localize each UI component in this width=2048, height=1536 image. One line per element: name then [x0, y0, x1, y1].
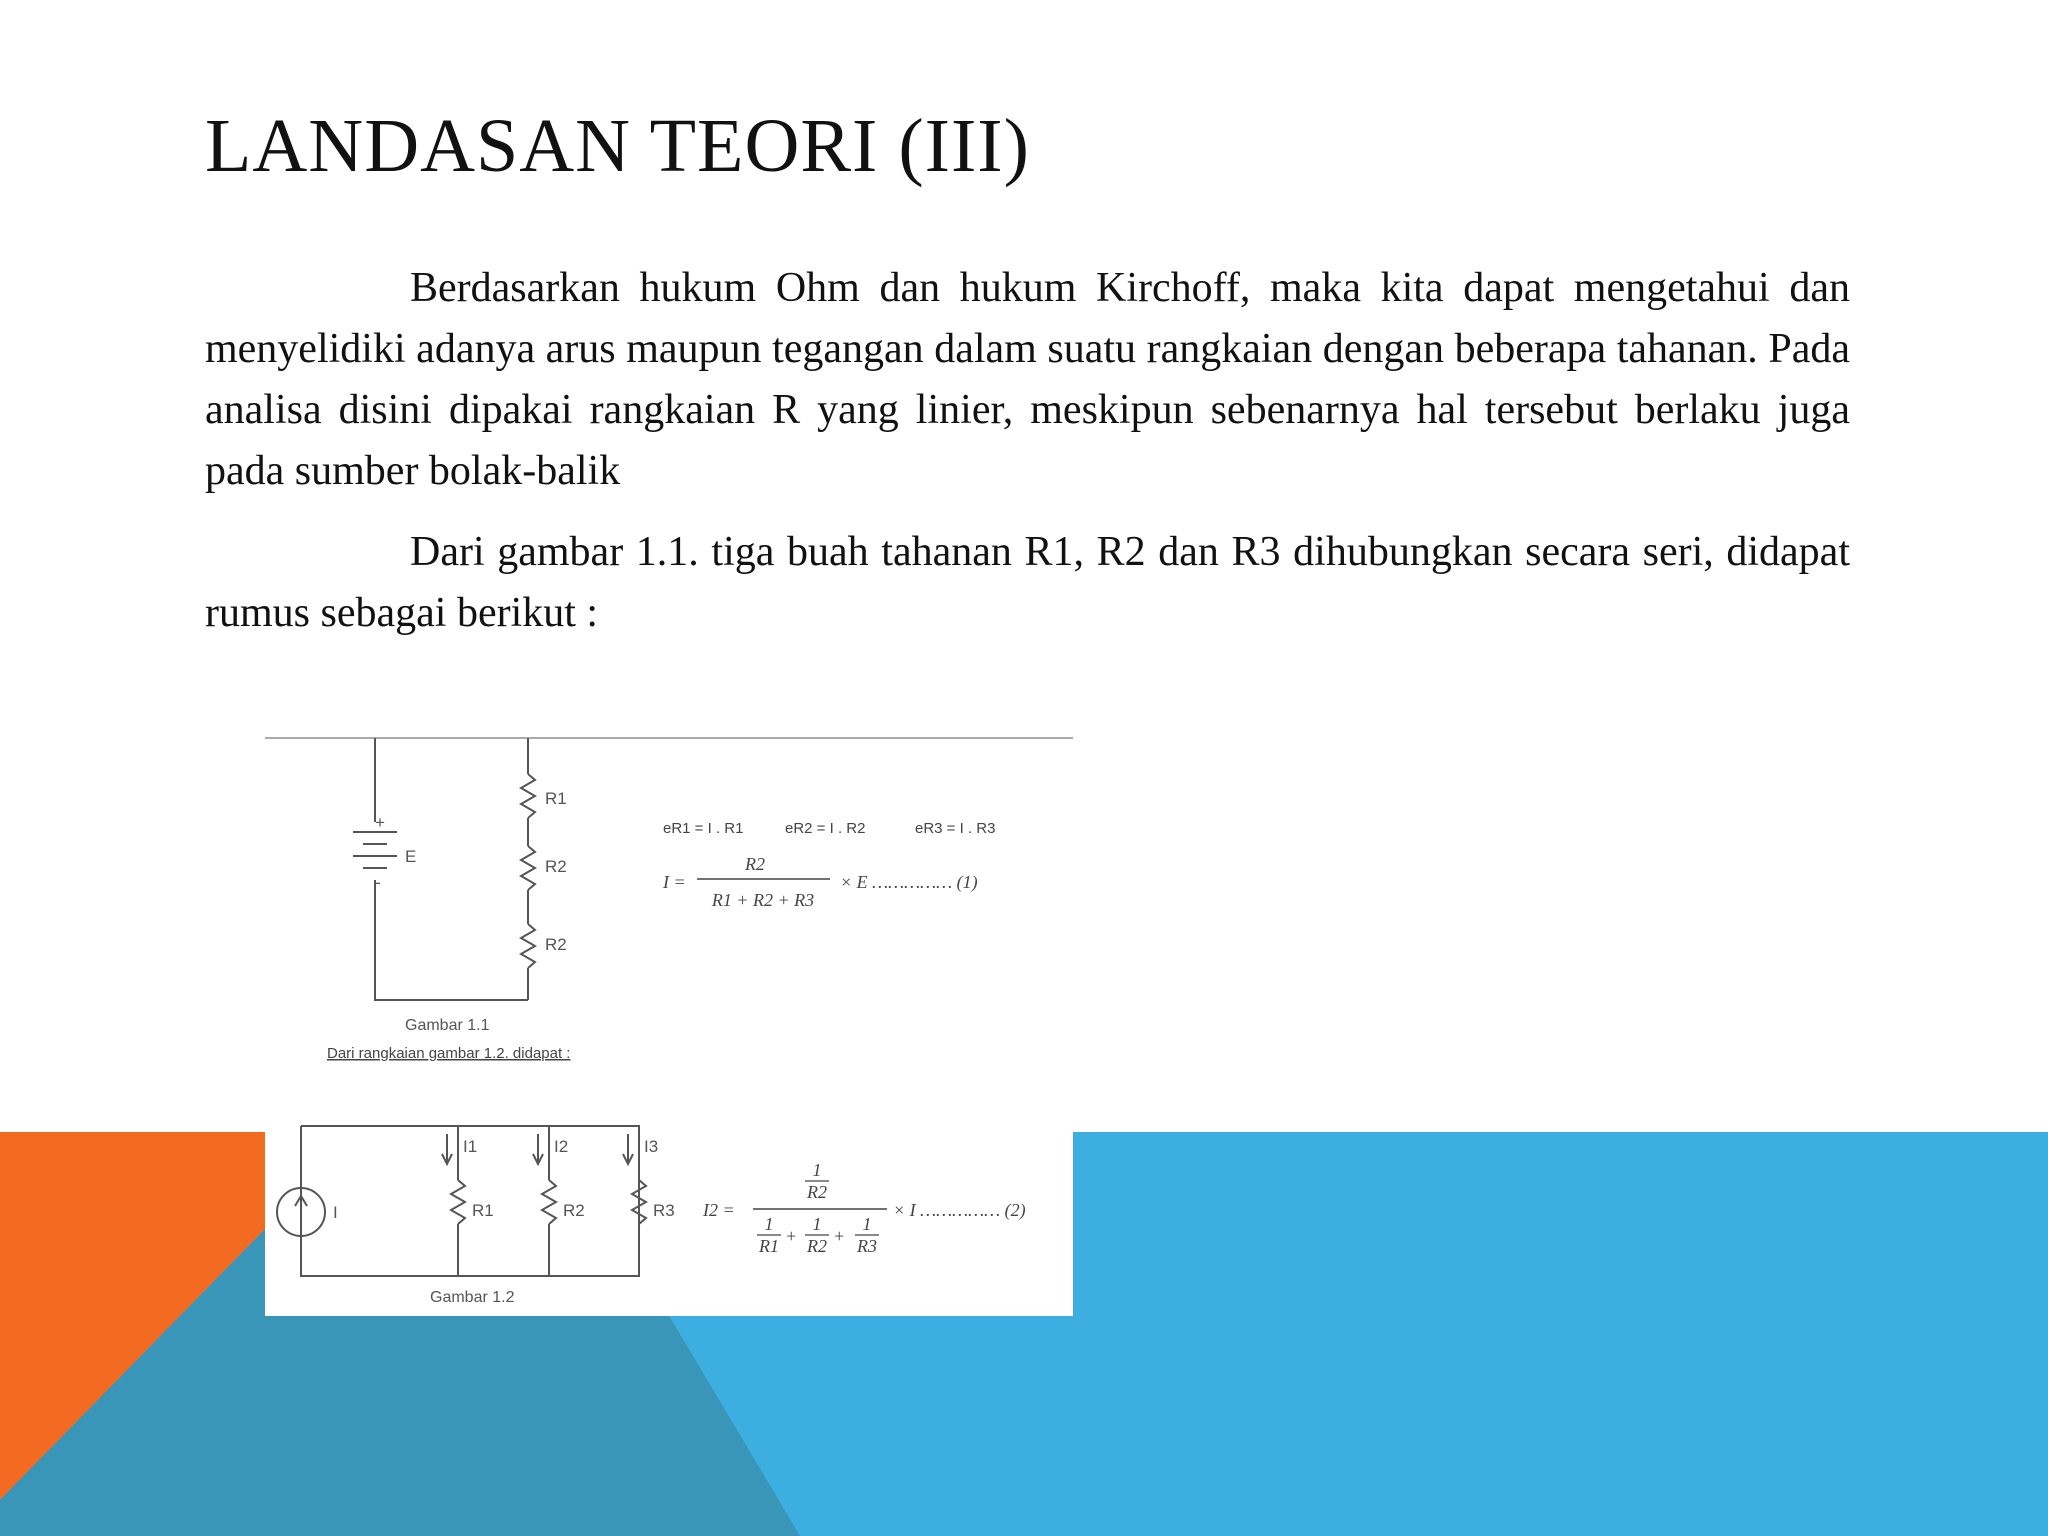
formula-1-lhs: I = [663, 872, 686, 892]
formula-1-rhs: × E …………… (1) [840, 872, 978, 892]
caption-gambar-1-2: Gambar 1.2 [430, 1289, 515, 1306]
equation-er3: eR3 = I . R3 [915, 820, 996, 837]
resistor-r2-parallel-symbol [542, 1180, 556, 1224]
paragraph-2: Dari gambar 1.1. tiga buah tahanan R1, R2 dan R3 dihubungkan secara seri, didapat rumus sebagai berikut : [205, 529, 1850, 636]
formula-2-plus-1: + [785, 1226, 798, 1246]
resistor-r1-parallel-symbol [451, 1180, 465, 1224]
label-i-source: I [333, 1203, 338, 1222]
formula-2-rhs: × I …………… (2) [893, 1200, 1026, 1220]
circuit-figure [265, 732, 1073, 1316]
slide-title: LANDASAN TEORI (III) [205, 104, 1030, 188]
label-plus: + [375, 813, 385, 832]
resistor-r2-symbol [521, 846, 535, 890]
label-i2: I2 [554, 1137, 569, 1156]
series-circuit-diagram [265, 738, 1073, 1000]
label-i3: I3 [644, 1137, 659, 1156]
label-r1-parallel: R1 [472, 1201, 494, 1220]
formula-2-top-one: 1 [812, 1160, 822, 1180]
resistor-r1-symbol [521, 774, 535, 818]
resistor-r3-symbol [521, 924, 535, 968]
label-source-e: E [405, 847, 417, 866]
formula-2-b2-r: R2 [807, 1236, 827, 1256]
paragraph-1: Berdasarkan hukum Ohm dan hukum Kirchoff, maka kita dapat mengetahui dan menyelidiki adanya arus maupun tegangan dalam suatu rangkaian dengan beberapa tahanan. Pada analisa disini dipakai rangkaian R yang linier, meskipun sebenarnya hal tersebut berlaku juga pada sumber bolak-balik [205, 265, 1850, 494]
formula-2-b3-r: R3 [857, 1236, 877, 1256]
caption-gambar-1-1: Gambar 1.1 [405, 1017, 490, 1034]
label-r3: R2 [545, 935, 567, 954]
label-r2-parallel: R2 [563, 1201, 585, 1220]
formula-2-lhs: I2 = [703, 1200, 735, 1220]
slide-body [205, 258, 1850, 644]
equation-er2: eR2 = I . R2 [785, 820, 866, 837]
formula-2-b3-one: 1 [862, 1214, 872, 1234]
label-minus: - [375, 873, 381, 892]
label-r3-parallel: R3 [653, 1201, 675, 1220]
formula-2-b2-one: 1 [812, 1214, 822, 1234]
note-dari-rangkaian: Dari rangkaian gambar 1.2. didapat : [327, 1045, 571, 1062]
parallel-circuit-diagram [277, 1126, 646, 1276]
formula-2-b1-one: 1 [764, 1214, 774, 1234]
formula-2-top-r: R2 [807, 1182, 827, 1202]
formula-2-plus-2: + [833, 1226, 846, 1246]
formula-1-denominator: R1 + R2 + R3 [711, 890, 815, 910]
label-r2: R2 [545, 857, 567, 876]
formula-1-numerator: R2 [745, 854, 765, 874]
equation-er1: eR1 = I . R1 [663, 820, 744, 837]
label-r1: R1 [545, 789, 567, 808]
label-i1: I1 [463, 1137, 478, 1156]
formula-2-b1-r: R1 [759, 1236, 779, 1256]
